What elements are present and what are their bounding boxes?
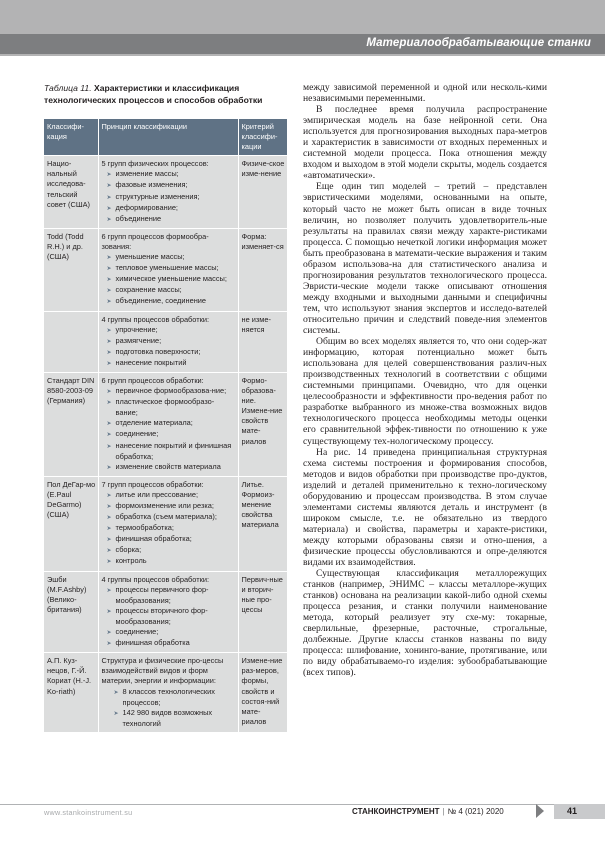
table-header-row — [44, 119, 287, 156]
list-item: ➤ формоизменение или резка; — [102, 501, 236, 512]
body-paragraph: На рис. 14 приведена принципиальная структурная схема системы построения и формирования способов, методов и видов обработки при производстве про-дуктов, изделий и деталей применительно к техно-логическому оборудованию и процессам производства. В этом случае элементами системы являются деталь и инструмент (в широком смысле, т.е. не обязательно из твердого материала) и свойства, параметры и характе-ристики, между которыми образованы связи и отно-шения, а физические процессы обусловливаются и опре-деляются видами их взаимодействия. — [303, 446, 547, 569]
principle-intro: 6 групп процессов обработки: — [101, 375, 204, 385]
list-item: ➤ упрочнение; — [102, 325, 236, 336]
section-title: Материалообрабатывающие станки — [366, 37, 591, 49]
footer-website-link[interactable]: www.stankoinstrument.su — [44, 808, 133, 817]
list-item: ➤ тепловое уменьшение массы; — [102, 263, 236, 274]
cell-principle — [98, 372, 238, 476]
list-item: ➤ структурные изменения; — [102, 192, 236, 203]
arrow-right-icon — [536, 804, 544, 818]
list-item: ➤ объединение — [102, 214, 236, 225]
table-row — [44, 311, 287, 372]
list-item: ➤ нанесение покрытий и финишная обработка; — [102, 441, 236, 462]
cell-principle — [98, 156, 238, 229]
list-item: ➤ химическое уменьшение массы; — [102, 274, 236, 285]
list-item: ➤ обработка (съем материала); — [102, 512, 236, 523]
cell-principle — [98, 311, 238, 372]
list-item: ➤ отделение материала; — [102, 418, 236, 429]
body-paragraph: Общим во всех моделях является то, что они содер-жат информацию, которая потенциально может быть использована для целей совершенствования различ-ных производственных технологий в соответствии с общими системными принципами. Очевидно, что для оценки целесообразности и эффективности про-ведения работ по разработке выбранного из множе-ства возможных видов технологического процесса необходимы методы оценки его сравнительной эффек-тивности по отношению к уже существующему тех-нологическому процессу. — [303, 336, 547, 447]
list-item: ➤ объединение, соединение — [102, 296, 236, 307]
cell-criterion: Физиче-ское изме-нение — [238, 156, 287, 229]
list-item: ➤ 142 980 видов возможных технологий — [102, 708, 236, 729]
list-item: ➤ первичное формообразова-ние; — [102, 386, 236, 397]
table-row — [44, 372, 287, 476]
cell-criterion: Литье. Формоиз-менение свойства материала — [238, 476, 287, 571]
list-item: ➤ сборка; — [102, 545, 236, 556]
list-item: ➤ размягчение; — [102, 336, 236, 347]
footer-divider — [0, 804, 605, 805]
cell-classification: Пол ДеГар-мо (E.Paul DeGarmo) (США) — [44, 476, 98, 571]
cell-principle — [98, 571, 238, 653]
list-item: ➤ контроль — [102, 556, 236, 567]
principle-intro: 6 групп процессов формообра-зования: — [101, 231, 209, 251]
table-caption-label: Таблица 11. — [44, 83, 92, 93]
list-item: ➤ процессы первичного фор-мообразования; — [102, 585, 236, 606]
cell-classification — [44, 311, 98, 372]
cell-principle — [98, 228, 238, 311]
list-item: ➤ деформирование; — [102, 203, 236, 214]
principle-intro: 4 группы процессов обработки: — [101, 574, 210, 584]
list-item: ➤ фазовые изменения; — [102, 180, 236, 191]
principle-intro: 7 групп процессов обработки: — [101, 479, 204, 489]
table-row — [44, 156, 287, 229]
column-header-criterion: Критерий классифи-кации — [238, 119, 287, 156]
column-header-classification: Классифи-кация — [44, 119, 98, 156]
list-item: ➤ финишная обработка; — [102, 534, 236, 545]
list-item: ➤ литье или прессование; — [102, 490, 236, 501]
classification-table — [44, 119, 287, 732]
list-item: ➤ термообработка; — [102, 523, 236, 534]
cell-classification: Эшби (M.F.Ashby) (Велико-британия) — [44, 571, 98, 653]
table-row — [44, 228, 287, 311]
cell-criterion: Первич-ные и вторич-ные про-цессы — [238, 571, 287, 653]
table-caption — [44, 82, 292, 106]
cell-principle — [98, 653, 238, 732]
page-number: 41 — [567, 806, 578, 816]
footer-magazine — [352, 807, 504, 816]
list-item: ➤ соединение; — [102, 627, 236, 638]
issue-number: № 4 (021) 2020 — [447, 807, 504, 816]
column-header-principle: Принцип классификации — [98, 119, 238, 156]
list-item: ➤ процессы вторичного фор-мообразования; — [102, 606, 236, 627]
principle-intro: 4 группы процессов обработки: — [101, 314, 210, 324]
table-row — [44, 653, 287, 732]
principle-intro: 5 групп физических процессов: — [101, 159, 209, 169]
cell-criterion: не изме-няется — [238, 311, 287, 372]
footer-separator: | — [442, 807, 445, 816]
list-item: ➤ соединение; — [102, 429, 236, 440]
list-item: ➤ изменение свойств материала — [102, 462, 236, 473]
list-item: ➤ финишная обработка — [102, 638, 236, 649]
list-item: ➤ 8 классов технологических процессов; — [102, 687, 236, 708]
cell-classification: Стандарт DIN 8580-2003-09 (Германия) — [44, 372, 98, 476]
page-number-box — [554, 804, 605, 819]
list-item: ➤ нанесение покрытий — [102, 358, 236, 369]
magazine-name: СТАНКОИНСТРУМЕНТ — [352, 807, 440, 816]
body-paragraph: Еще один тип моделей – третий – представлен эвристическими моделями, основанными на опыте, который часто не может быть описан в виде точных величин, но позволяет получить удовлетворитель-ные результаты на правилах связи между характе-ристиками процесса. С помощью нечеткой логики информация может быть преобразована в математи-ческие выражения и таким образом использова-на для статистического анализа и прогнозирования результатов технологического процесса. Эвристи-ческие модели также описывают отношения между входными и выходными данными и специфичны тем, что используют знания экспертов и исследо-вателей относительно причин и следствий поведе-ния элементов системы. — [303, 181, 547, 337]
list-item: ➤ сохранение массы; — [102, 285, 236, 296]
cell-criterion: Измене-ние раз-меров, формы, свойств и состоя-ний мате-риалов — [238, 653, 287, 732]
cell-criterion: Формо-образова-ние. Измене-ние свойств мате-риалов — [238, 372, 287, 476]
list-item: ➤ уменьшение массы; — [102, 252, 236, 263]
table-caption-title: Характеристики и классификация технологических процессов и способов обработки — [44, 83, 263, 105]
cell-classification: Todd (Todd R.H.) и др. (США) — [44, 228, 98, 311]
table-row — [44, 476, 287, 571]
cell-principle — [98, 476, 238, 571]
body-paragraph: В последнее время получила распространение эмпирическая модель на базе нейронной сети. Она используется для прогнозирования выходных пара-метров и характеристик в зависимости от входных переменных и системной модели процесса. Пока отношения между входом и выходом в этой модели скрыты, модель создается «автоматически». — [303, 104, 547, 182]
article-body — [303, 82, 547, 679]
body-paragraph: между зависимой переменной и одной или несколь-кими независимыми переменными. — [303, 82, 547, 105]
list-item: ➤ подготовка поверхности; — [102, 347, 236, 358]
table-row — [44, 571, 287, 653]
body-paragraph: Существующая классификация металлорежущих станков (например, ЭНИМС – классы металлоре-жущих станков) основана на реализации какой-либо одной схемы процесса резания, и станки получили наименование метода, который реализует эту схе-му: токарные, сверлильные, фрезерные, расточные, строгальные, долбежные. Другие классы станков названы по виду процесса: шлифование, хонинго-вание, протягивание, или по виду обрабатываемо-го изделия: зубообрабатывающие (всех типов). — [303, 568, 547, 679]
list-item: ➤ пластическое формообразо-вание; — [102, 397, 236, 418]
list-item: ➤ изменение массы; — [102, 169, 236, 180]
cell-criterion: Форма: изменяет-ся — [238, 228, 287, 311]
principle-intro: Структура и физические про-цессы взаимодействий видов и форм материи, энергии и информации: — [101, 656, 224, 686]
cell-classification: А.П. Куз-нецов, Г.-Й. Кориат (H.-J. Ko-riath) — [44, 653, 98, 732]
cell-classification: Нацио-нальный исследова-тельский совет (США) — [44, 156, 98, 229]
